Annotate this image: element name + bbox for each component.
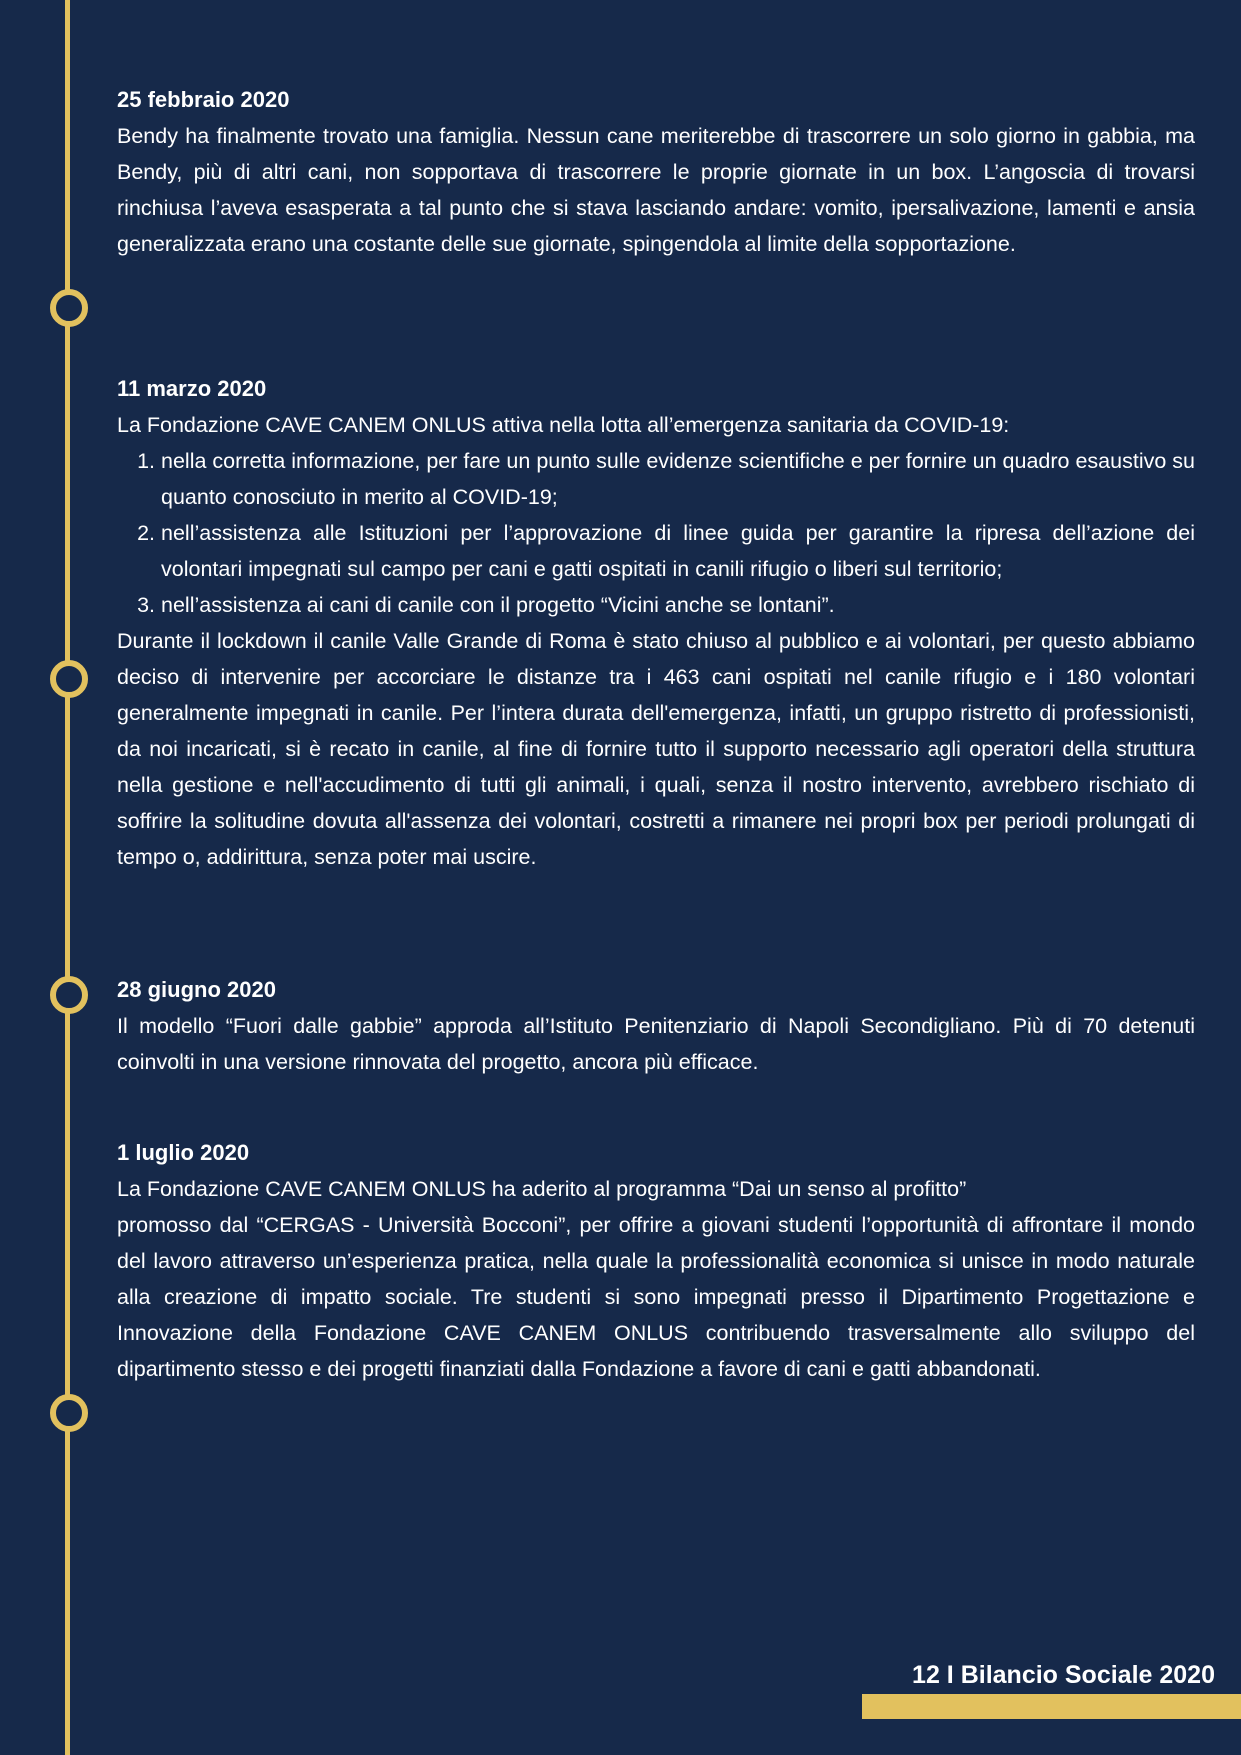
entry-date: 28 giugno 2020 (117, 977, 276, 1002)
timeline-entry-mar (117, 371, 1195, 875)
timeline-entry-jul (117, 1135, 1195, 1387)
entry-intro: La Fondazione CAVE CANEM ONLUS attiva nella lotta all’emergenza sanitaria da COVID-19: (117, 413, 1010, 437)
entry-date: 1 luglio 2020 (117, 1140, 250, 1165)
timeline-marker (50, 289, 88, 327)
footer-accent-bar (862, 1694, 1241, 1719)
timeline-marker (50, 1394, 88, 1432)
list-item: 2. nell’assistenza alle Istituzioni per l’approvazione di linee guida per garantire la ripresa dell’azione dei volontari impegnati sul campo per cani e gatti ospitati in canili rifugio o liberi sul territorio; (161, 515, 1195, 587)
list-item: 3. nell’assistenza ai cani di canile con il progetto “Vicini anche se lontani”. (161, 587, 1195, 623)
entry-text: promosso dal “CERGAS - Università Bocconi”, per offrire a giovani studenti l’opportunità di affrontare il mondo del lavoro attraverso un’esperienza pratica, nella quale la professionalità economica si unisce in modo naturale alla creazione di impatto sociale. Tre studenti si sono impegnati presso il Dipartimento Progettazione e Innovazione della Fondazione CAVE CANEM ONLUS contribuendo trasversalmente allo sviluppo del dipartimento stesso e dei progetti finanziati dalla Fondazione a favore di cani e gatti abbandonati. (117, 1213, 1195, 1381)
timeline-marker (50, 976, 88, 1014)
entry-text: Il modello “Fuori dalle gabbie” approda all’Istituto Penitenziario di Napoli Secondigliano. Più di 70 detenuti coinvolti in una versione rinnovata del progetto, ancora più efficace. (117, 1014, 1195, 1074)
entry-date: 25 febbraio 2020 (117, 87, 290, 112)
entry-date: 11 marzo 2020 (117, 376, 267, 401)
entry-text: Durante il lockdown il canile Valle Grande di Roma è stato chiuso al pubblico e ai volontari, per questo abbiamo deciso di intervenire per accorciare le distanze tra i 463 cani ospitati nel canile rifugio e i 180 volontari generalmente impegnati in canile. Per l’intera durata dell'emergenza, infatti, un gruppo ristretto di professionisti, da noi incaricati, si è recato in canile, al fine di fornire tutto il supporto necessario agli operatori della struttura nella gestione e nell'accudimento di tutti gli animali, i quali, senza il nostro intervento, avrebbero rischiato di soffrire la solitudine dovuta all'assenza dei volontari, costretti a rimanere nei propri box per periodi prolungati di tempo o, addirittura, senza poter mai uscire. (117, 629, 1195, 869)
entry-text: Bendy ha finalmente trovato una famiglia. Nessun cane meriterebbe di trascorrere un solo giorno in gabbia, ma Bendy, più di altri cani, non sopportava di trascorrere le proprie giornate in un box. L’angoscia di trovarsi rinchiusa l’aveva esasperata a tal punto che si stava lasciando andare: vomito, ipersalivazione, lamenti e ansia generalizzata erano una costante delle sue giornate, spingendola al limite della sopportazione. (117, 124, 1195, 256)
timeline-marker (50, 660, 88, 698)
entry-list (117, 443, 1195, 623)
timeline-entry-feb (117, 82, 1195, 262)
timeline-entry-jun (117, 972, 1195, 1080)
entry-intro: La Fondazione CAVE CANEM ONLUS ha aderito al programma “Dai un senso al profitto” (117, 1177, 967, 1201)
page-footer-label: 12 I Bilancio Sociale 2020 (912, 1661, 1215, 1689)
list-item: 1. nella corretta informazione, per fare un punto sulle evidenze scientifiche e per fornire un quadro esaustivo su quanto conosciuto in merito al COVID-19; (161, 443, 1195, 515)
timeline-line (65, 0, 70, 1755)
